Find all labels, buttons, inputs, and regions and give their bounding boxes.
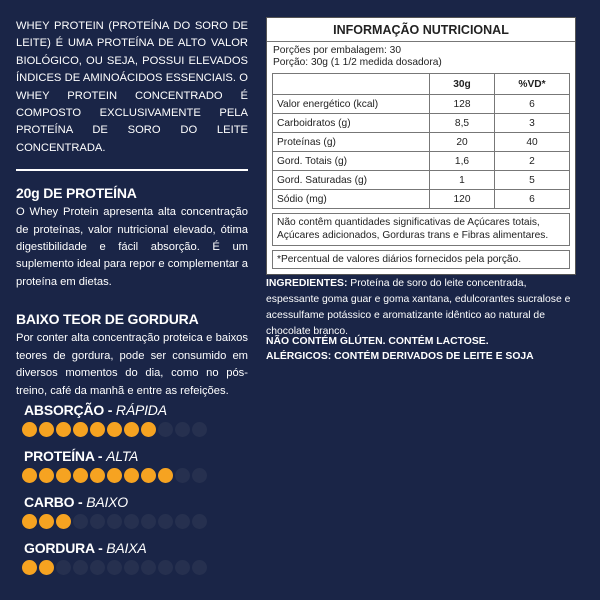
- nutrient-label: Gord. Totais (g): [277, 155, 348, 167]
- nutrition-title: INFORMAÇÃO NUTRICIONAL: [267, 18, 575, 42]
- table-header: [273, 74, 569, 95]
- rating-dot-filled: [73, 468, 88, 483]
- nutrient-vd: 2: [494, 152, 569, 170]
- rating-dot-filled: [39, 560, 54, 575]
- header-vd: %VD*: [494, 74, 569, 94]
- ingredients: [266, 276, 578, 340]
- rating-dot-filled: [22, 422, 37, 437]
- nutrient-label: Gord. Saturadas (g): [277, 174, 368, 186]
- rating-dot-filled: [90, 422, 105, 437]
- table-row: [273, 95, 569, 114]
- rating-name: ABSORÇÃO: [24, 402, 105, 418]
- rating-dot-empty: [158, 560, 173, 575]
- servings-per-package: Porções por embalagem: 30: [273, 45, 401, 56]
- nutrient-label: Carboidratos (g): [277, 117, 351, 129]
- portion-size: Porção: 30g (1 1/2 medida dosadora): [273, 57, 442, 68]
- nutrient-vd: 6: [494, 190, 569, 208]
- allergic-notice: ALÉRGICOS: CONTÉM DERIVADOS DE LEITE E SOJA: [266, 351, 534, 362]
- rating-dots: [22, 560, 282, 575]
- rating-dots: [22, 422, 282, 437]
- rating-dot-empty: [141, 560, 156, 575]
- nutrition-table: [266, 17, 576, 275]
- section-title: BAIXO TEOR DE GORDURA: [16, 311, 199, 328]
- nutrient-vd: 3: [494, 114, 569, 132]
- nutrient-portion: 8,5: [429, 114, 494, 132]
- rating-dash: -: [94, 448, 107, 464]
- rating-dot-filled: [124, 468, 139, 483]
- rating-gordura: [22, 540, 282, 575]
- rating-dot-filled: [107, 422, 122, 437]
- rating-dot-empty: [90, 514, 105, 529]
- allergens: [266, 334, 578, 364]
- rating-proteina: [22, 448, 282, 483]
- divider: [16, 169, 248, 171]
- nutrient-vd: 40: [494, 133, 569, 151]
- nutrient-label: Valor energético (kcal): [277, 98, 379, 110]
- rating-dash: -: [74, 494, 87, 510]
- rating-dot-empty: [192, 514, 207, 529]
- section-text: O Whey Protein apresenta alta concentração de proteínas, valor nutricional elevado, ótima digestibilidade e fácil absorção. É um suplemento ideal para repor e complementar a proteína em dietas.: [16, 206, 248, 288]
- rating-dot-empty: [107, 560, 122, 575]
- rating-dot-empty: [56, 560, 71, 575]
- table-row: [273, 190, 569, 208]
- rating-dot-filled: [22, 468, 37, 483]
- rating-dot-empty: [107, 514, 122, 529]
- rating-dot-empty: [175, 468, 190, 483]
- rating-name: PROTEÍNA: [24, 448, 95, 464]
- rating-dot-empty: [90, 560, 105, 575]
- rating-dot-filled: [39, 422, 54, 437]
- table-row: [273, 114, 569, 133]
- rating-dot-empty: [73, 560, 88, 575]
- rating-dot-empty: [158, 514, 173, 529]
- ingredients-text: Proteína de soro do leite concentrada, espessante goma guar e goma xantana, edulcorantes sucralose e acessulfame potássico e aromatizante idêntico ao natural de chocolate branco.: [266, 278, 571, 337]
- section-fat: [16, 311, 248, 400]
- table-row: [273, 133, 569, 152]
- ratings: [22, 402, 282, 586]
- rating-dot-empty: [192, 560, 207, 575]
- nutrient-label: Proteínas (g): [277, 136, 336, 148]
- nutrition-note: Não contêm quantidades significativas de Açúcares totais, Açúcares adicionados, Gorduras trans e Fibras alimentares.: [272, 213, 570, 246]
- rating-dot-filled: [22, 560, 37, 575]
- rating-dot-empty: [192, 468, 207, 483]
- nutrient-portion: 1: [429, 171, 494, 189]
- gluten-lactose-notice: NÃO CONTÉM GLÚTEN. CONTÉM LACTOSE.: [266, 336, 489, 347]
- rating-dot-filled: [124, 422, 139, 437]
- table-row: [273, 152, 569, 171]
- rating-dot-filled: [56, 468, 71, 483]
- nutrient-portion: 120: [429, 190, 494, 208]
- rating-dot-filled: [90, 468, 105, 483]
- rating-dot-filled: [107, 468, 122, 483]
- nutrient-vd: 6: [494, 95, 569, 113]
- rating-dash: -: [94, 540, 107, 556]
- section-protein: [16, 185, 248, 291]
- rating-carbo: [22, 494, 282, 529]
- rating-level: BAIXO: [86, 494, 128, 510]
- serving-info: [267, 42, 575, 73]
- rating-dot-empty: [124, 560, 139, 575]
- rating-dot-filled: [73, 422, 88, 437]
- nutrient-portion: 1,6: [429, 152, 494, 170]
- rating-dots: [22, 468, 282, 483]
- rating-name: CARBO: [24, 494, 75, 510]
- rating-dot-filled: [39, 514, 54, 529]
- table-row: [273, 171, 569, 190]
- rating-dot-filled: [141, 468, 156, 483]
- rating-dot-empty: [175, 422, 190, 437]
- rating-level: BAIXA: [106, 540, 147, 556]
- rating-dot-empty: [158, 422, 173, 437]
- nutrient-vd: 5: [494, 171, 569, 189]
- nutrition-grid: [272, 73, 570, 209]
- nutrient-portion: 20: [429, 133, 494, 151]
- rating-absorcao: [22, 402, 282, 437]
- rating-dot-empty: [192, 422, 207, 437]
- nutrient-label: Sódio (mg): [277, 193, 327, 205]
- rating-dot-filled: [22, 514, 37, 529]
- rating-dot-filled: [158, 468, 173, 483]
- left-column: [16, 18, 248, 400]
- rating-dot-empty: [124, 514, 139, 529]
- rating-dot-filled: [39, 468, 54, 483]
- nutrition-footnote: *Percentual de valores diários fornecidos pela porção.: [272, 250, 570, 269]
- rating-level: RÁPIDA: [115, 402, 167, 418]
- rating-dash: -: [104, 402, 116, 418]
- rating-name: GORDURA: [24, 540, 95, 556]
- nutrient-portion: 128: [429, 95, 494, 113]
- rating-dots: [22, 514, 282, 529]
- intro-text: WHEY PROTEIN (PROTEÍNA DO SORO DE LEITE) É UMA PROTEÍNA DE ALTO VALOR BIOLÓGICO, OU SEJA, POSSUI ELEVADOS ÍNDICES DE AMINOÁCIDOS ESSENCIAIS. O WHEY PROTEIN CONCENTRADO É COMPOSTO EXCLUSIVAMENTE PELA PROTEÍNA DE SORO DO LEITE CONCENTRADA.: [16, 20, 248, 154]
- section-title: 20g DE PROTEÍNA: [16, 185, 137, 202]
- rating-dot-empty: [175, 514, 190, 529]
- rating-dot-empty: [141, 514, 156, 529]
- section-text: Por conter alta concentração proteica e baixos teores de gordura, pode ser consumido em diversos momentos do dia, como no pós-treino, café da manhã e entre as refeições.: [16, 332, 248, 397]
- rating-dot-filled: [56, 422, 71, 437]
- rating-dot-empty: [175, 560, 190, 575]
- rating-dot-empty: [73, 514, 88, 529]
- ingredients-label: INGREDIENTES:: [266, 278, 348, 289]
- rating-dot-filled: [141, 422, 156, 437]
- header-portion: 30g: [429, 74, 494, 94]
- rating-dot-filled: [56, 514, 71, 529]
- rating-level: ALTA: [106, 448, 139, 464]
